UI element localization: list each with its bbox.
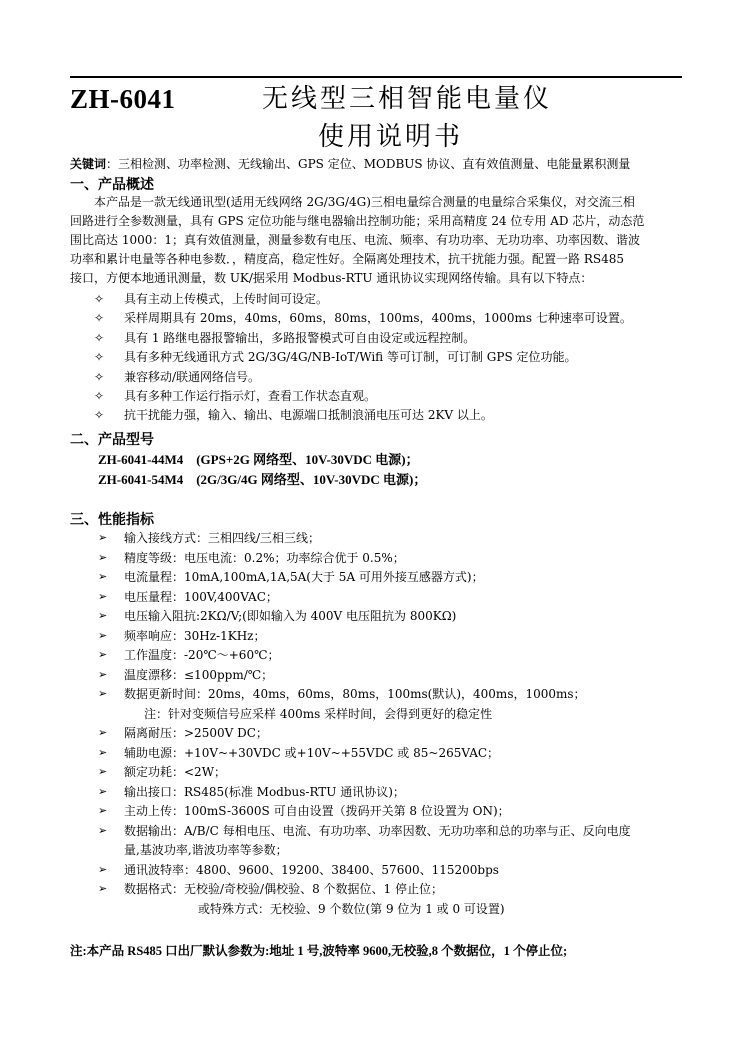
arrow-bullet-icon: ➢ (98, 726, 108, 740)
spec-item: ➢ 数据格式：无校验/奇校验/偶校验、8 个数据位、1 停止位； (98, 882, 443, 897)
spec-item: ➢ 精度等级：电压电流：0.2%；功率综合优于 0.5%； (98, 550, 405, 565)
spec-item: ➢ 隔离耐压：>2500V DC； (98, 726, 268, 741)
section-heading-models: 二、产品型号 (70, 432, 154, 448)
arrow-bullet-icon: ➢ (98, 687, 108, 701)
paragraph-line: 功率和累计电量等各种电参数．，精度高，稳定性好。全隔离处理技术，抗干扰能力强。配置一路 RS485 (70, 252, 624, 266)
spec-item: ➢ 电流量程：10mA,100mA,1A,5A(大于 5A 可用外接互感器方式)； (98, 570, 484, 585)
section-heading-overview: 一、产品概述 (70, 177, 154, 193)
feature-item: ✧ 具有主动上传模式，上传时间可设定。 (94, 290, 632, 309)
feature-list (94, 290, 632, 426)
diamond-bullet-icon: ✧ (94, 311, 105, 326)
paragraph-line: 接口，方便本地通讯测量，数 UK/据采用 Modbus-RTU 通讯协议实现网络传输。具有以下特点： (70, 271, 593, 285)
arrow-bullet-icon: ➢ (98, 531, 108, 545)
spec-item: ➢ 主动上传：100mS-3600S 可自由设置（拨码开关第 8 位设置为 ON)； (98, 804, 510, 819)
diamond-bullet-icon: ✧ (94, 408, 105, 423)
diamond-bullet-icon: ✧ (94, 350, 105, 365)
diamond-bullet-icon: ✧ (94, 388, 105, 403)
arrow-bullet-icon: ➢ (98, 823, 108, 837)
spec-continuation: 或特殊方式：无校验、9 个数位(第 9 位为 1 或 0 可设置) (198, 901, 505, 916)
arrow-bullet-icon: ➢ (98, 570, 108, 584)
document-subtitle: 使用说明书 (318, 122, 464, 152)
feature-item: ✧ 采样周期具有 20ms，40ms，60ms，80ms，100ms，400ms，1000ms 七种速率可设置。 (94, 309, 632, 328)
spec-item: ➢ 数据更新时间：20ms，40ms，60ms，80ms，100ms(默认)，400ms，1000ms； (98, 687, 586, 702)
arrow-bullet-icon: ➢ (98, 765, 108, 779)
feature-item: ✧ 具有 1 路继电器报警输出，多路报警模式可自由设定或远程控制。 (94, 329, 632, 348)
feature-item: ✧ 具有多种工作运行指示灯，查看工作状态直观。 (94, 387, 632, 406)
spec-continuation: 量,基波功率,谐波功率等参数； (124, 843, 288, 858)
paragraph-line: 回路进行全参数测量，具有 GPS 定位功能与继电器输出控制功能；采用高精度 24 位专用 AD 芯片，动态范 (70, 214, 645, 228)
diamond-bullet-icon: ✧ (94, 369, 105, 384)
spec-item: ➢ 额定功耗：<2W； (98, 765, 227, 780)
spec-item: ➢ 数据输出：A/B/C 每相电压、电流、有功功率、功率因数、无功功率和总的功率与正、反向电度 (98, 823, 631, 838)
diamond-bullet-icon: ✧ (94, 330, 105, 345)
spec-note: 注：针对变频信号应采样 400ms 采样时间，会得到更好的稳定性 (144, 706, 493, 721)
spec-item: ➢ 工作温度：-20℃～+60℃； (98, 648, 280, 663)
spec-item: ➢ 通讯波特率：4800、9600、19200、38400、57600、115200bps (98, 862, 499, 877)
spec-item: ➢ 输入接线方式：三相四线/三相三线； (98, 531, 321, 546)
arrow-bullet-icon: ➢ (98, 589, 108, 603)
arrow-bullet-icon: ➢ (98, 648, 108, 662)
keywords-text: ：三相检测、功率检测、无线输出、GPS 定位、MODBUS 协议、直有效值测量、电能量累积测量 (106, 157, 631, 171)
arrow-bullet-icon: ➢ (98, 804, 108, 818)
arrow-bullet-icon: ➢ (98, 862, 108, 876)
spec-item: ➢ 输出接口：RS485(标准 Modbus-RTU 通讯协议)； (98, 784, 405, 799)
section-heading-specs: 三、性能指标 (70, 512, 154, 528)
diamond-bullet-icon: ✧ (94, 292, 105, 306)
arrow-bullet-icon: ➢ (98, 550, 108, 564)
header-rule (70, 76, 682, 78)
footer-note: 注:本产品 RS485 口出厂默认参数为:地址 1 号,波特率 9600,无校验,8 个数据位，1 个停止位; (70, 944, 568, 958)
model-number: ZH-6041 (70, 84, 176, 114)
model-line: ZH-6041-54M4 (2G/3G/4G 网络型、10V-30VDC 电源)； (98, 472, 427, 487)
arrow-bullet-icon: ➢ (98, 882, 108, 896)
feature-item: ✧ 兼容移动/联通网络信号。 (94, 368, 632, 387)
spec-item: ➢ 电压输入阻抗:2KΩ/V;(即如输入为 400V 电压阻抗为 800KΩ) (98, 609, 457, 624)
feature-item: ✧ 具有多种无线通讯方式 2G/3G/4G/NB-IoT/Wifi 等可订制，可订制 GPS 定位功能。 (94, 348, 632, 367)
spec-item: ➢ 辅助电源：+10V~+30VDC 或+10V~+55VDC 或 85~265VAC； (98, 745, 500, 760)
arrow-bullet-icon: ➢ (98, 609, 108, 623)
spec-item: ➢ 温度漂移：≤100ppm/℃； (98, 667, 274, 682)
paragraph-line: 围比高达 1000：1；真有效值测量，测量参数有电压、电流、频率、有功功率、无功功率、功率因数、谐波 (70, 233, 640, 247)
arrow-bullet-icon: ➢ (98, 667, 108, 681)
feature-item: ✧ 抗干扰能力强，输入、输出、电源端口抵制浪涌电压可达 2KV 以上。 (94, 406, 632, 425)
spec-item: ➢ 电压量程：100V,400VAC； (98, 589, 278, 604)
arrow-bullet-icon: ➢ (98, 784, 108, 798)
overview-paragraph (70, 193, 682, 288)
paragraph-line: 本产品是一款无线通讯型(适用无线网络 2G/3G/4G)三相电量综合测量的电量综合采集仪，对交流三相 (70, 195, 635, 209)
arrow-bullet-icon: ➢ (98, 628, 108, 642)
document-title: 无线型三相智能电量仪 (262, 84, 553, 114)
model-line: ZH-6041-44M4 (GPS+2G 网络型、10V-30VDC 电源)； (98, 452, 419, 467)
keywords-line (70, 156, 630, 173)
spec-item: ➢ 频率响应：30Hz-1KHz； (98, 628, 266, 643)
keywords-label: 关键词 (70, 157, 107, 171)
arrow-bullet-icon: ➢ (98, 745, 108, 759)
spec-list (98, 528, 631, 918)
